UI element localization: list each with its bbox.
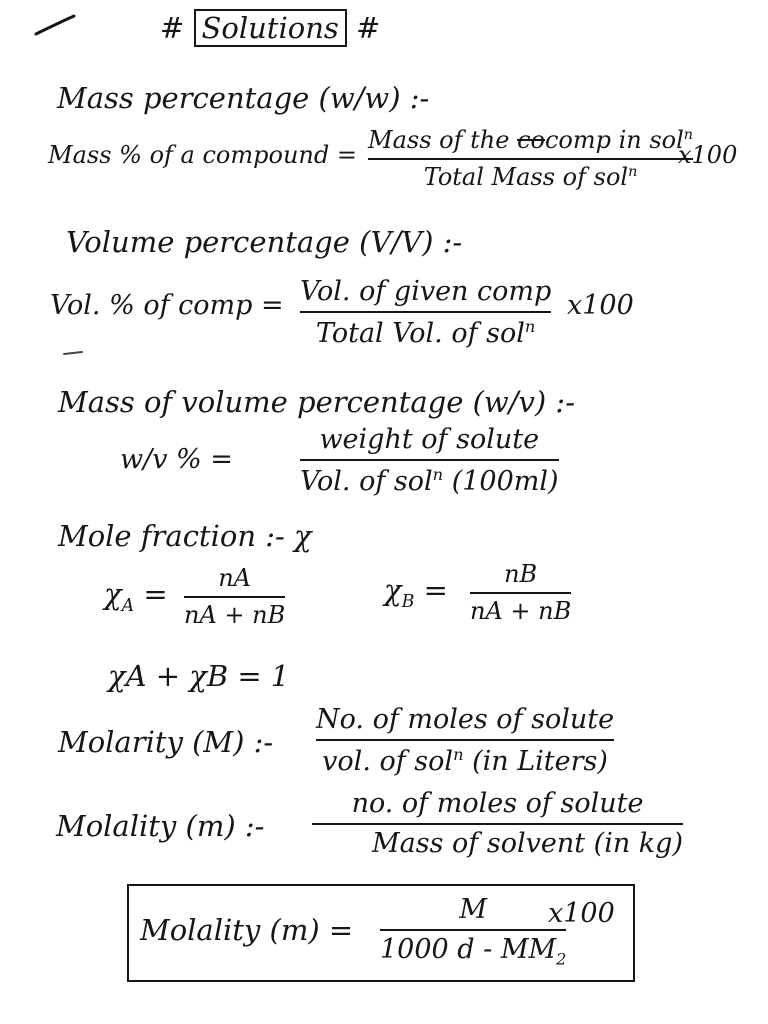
mole-fraction-b-fraction [470, 562, 571, 624]
mole-fraction-heading: Mole fraction :- χ [58, 519, 312, 553]
volume-percentage-heading: Volume percentage (V/V) :- [66, 225, 463, 259]
boxed-formula-fraction [380, 896, 566, 968]
volume-percentage-multiplier: x100 [567, 290, 634, 321]
mole-fraction-b-lhs: $\chi_B$ = [384, 573, 448, 612]
page-title-line [160, 11, 381, 45]
mass-percentage-lhs: Mass % of a compound = [48, 141, 357, 169]
boxed-formula-multiplier: x100 [548, 898, 615, 929]
mole-fraction-b-numerator: nB [504, 560, 538, 588]
mole-fraction-sum: χA + χB = 1 [108, 659, 290, 693]
molarity-denominator: vol. of sol$^n$ (in Liters) [322, 745, 608, 778]
title-hash-left: # [160, 11, 185, 45]
mass-volume-heading: Mass of volume percentage (w/v) :- [58, 385, 576, 419]
boxed-formula-lhs: Molality (m) = [140, 913, 354, 947]
volume-percentage-fraction [300, 278, 551, 349]
molarity-lhs: Molarity (M) :- [58, 725, 274, 759]
mass-percentage-heading: Mass percentage (w/w) :- [57, 81, 430, 115]
mass-volume-lhs: w/v % = [120, 444, 233, 475]
molality-numerator: no. of moles of solute [351, 788, 644, 819]
mole-fraction-a-fraction [184, 566, 285, 628]
molality-denominator: Mass of solvent (in kg) [372, 828, 683, 860]
fraction-bar [368, 158, 693, 160]
volume-percentage-numerator: Vol. of given comp [300, 276, 552, 307]
mass-percentage-multiplier: x100 [678, 141, 738, 169]
boxed-formula-denominator: 1000 d - $MM_2$ [380, 934, 567, 969]
stray-dash-mark [62, 348, 86, 358]
molarity-numerator: No. of moles of solute [316, 704, 615, 735]
page-title: Solutions [194, 9, 347, 47]
mass-percentage-fraction [368, 128, 693, 190]
pen-stroke-mark [30, 10, 80, 40]
fraction-bar [312, 823, 683, 825]
fraction-bar [380, 929, 566, 931]
title-hash-right: # [355, 11, 381, 45]
mole-fraction-a-lhs: $\chi_A$ = [104, 577, 168, 616]
mass-percentage-numerator: Mass of the cocomp in sol$^n$ [368, 126, 694, 154]
fraction-bar [316, 739, 614, 741]
molarity-fraction [316, 706, 614, 777]
volume-percentage-denominator: Total Vol. of sol$^n$ [315, 317, 536, 350]
fraction-bar [300, 311, 551, 313]
fraction-bar [300, 459, 559, 461]
fraction-bar [470, 592, 571, 594]
mass-volume-numerator: weight of solute [319, 424, 540, 455]
mass-volume-fraction [300, 426, 559, 497]
mole-fraction-a-denominator: nA + nB [184, 601, 286, 630]
mass-percentage-denominator: Total Mass of sol$^n$ [423, 163, 638, 192]
struck-out-text: co [517, 126, 545, 154]
molality-fraction [312, 790, 683, 859]
mole-fraction-a-numerator: nA [218, 564, 252, 592]
mole-fraction-b-denominator: nA + nB [470, 597, 572, 626]
molality-lhs: Molality (m) :- [56, 809, 265, 843]
fraction-bar [184, 596, 285, 598]
volume-percentage-lhs: Vol. % of comp = [50, 290, 284, 321]
mass-volume-denominator: Vol. of sol$^n$ (100ml) [300, 465, 559, 498]
boxed-formula-numerator: M [459, 894, 488, 925]
